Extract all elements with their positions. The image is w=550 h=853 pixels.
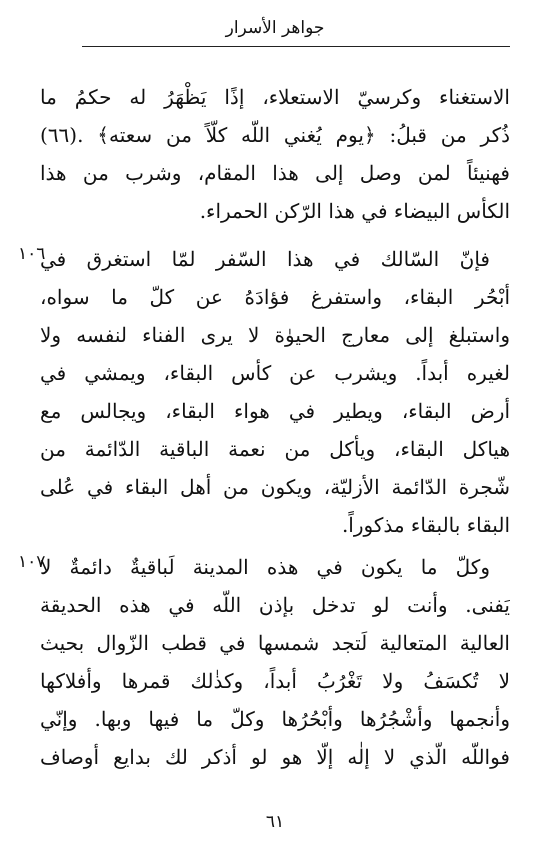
text-line: أرض البقاء، ويطير في هواء البقاء، ويجالس مع [40, 399, 510, 423]
text-line: فواللّه الّذي لا إلٰه إلّا هو لو أذكر لك بدايع أوصاف [40, 745, 510, 769]
header-rule [82, 46, 510, 47]
text-line: وأنجمها وأشْجُرُها وأبْحُرُها وكلّ ما فيها وبها. وإنّي [40, 707, 510, 731]
text-line: الاستغناء وكرسيّ الاستعلاء، إذًا يَظْهَرُ له حكمُ ما [40, 85, 510, 109]
paragraph-106 [40, 240, 510, 544]
verse-number-106: ١٠٦ [18, 244, 46, 264]
text-line: هياكل البقاء، ويأكل من نعمة الباقية الدّائمة من [40, 437, 510, 461]
text-line: واستبلغ إلى معارج الحيوٰة لا يرى الفناء لنفسه ولا [40, 323, 510, 347]
text-line: وكلّ ما يكون في هذه المدينة لَباقيةٌ دائمةٌ لا [40, 555, 490, 579]
text-line: الكأس البيضاء في هذا الرّكن الحمراء. [199, 199, 510, 223]
text-line: يَفنى. وأنت لو تدخل بإذن اللّه في هذه الحديقة [40, 593, 510, 617]
paragraph-107 [40, 548, 510, 776]
text-line: لا تُكسَفُ ولا تَغْرُبُ أبداً، وكذٰلك قمرها وأفلاكها [40, 669, 510, 693]
running-header: جواهر الأسرار [225, 18, 325, 38]
text-line: فإنّ السّالك في هذا السّفر لمّا استغرق في [40, 247, 490, 271]
text-line: العالية المتعالية لَتجد شمسها في قطب الزّوال بحيث [40, 631, 510, 655]
text-line: ذُكر من قبلُ: ﴿يوم يُغني اللّه كلّاً من سعته﴾ .(٦٦) [40, 123, 510, 147]
text-line: أبْحُر البقاء، واستفرغ فؤادَهُ عن كلّ ما سواه، [40, 285, 510, 309]
page-number: ٦١ [265, 812, 285, 832]
text-line: فهنيئاً لمن وصل إلى هذا المقام، وشرب من هذا [40, 161, 510, 185]
paragraph-continuation [40, 78, 510, 230]
text-line: البقاء بالبقاء مذكوراً. [341, 513, 510, 537]
verse-number-107: ١٠٧ [18, 552, 46, 572]
text-line: لغيره أبداً. ويشرب عن كأس البقاء، ويمشي في [40, 361, 510, 385]
text-line: شّجرة الدّائمة الأزليّة، ويكون من أهل البقاء في عُلى [40, 475, 510, 499]
